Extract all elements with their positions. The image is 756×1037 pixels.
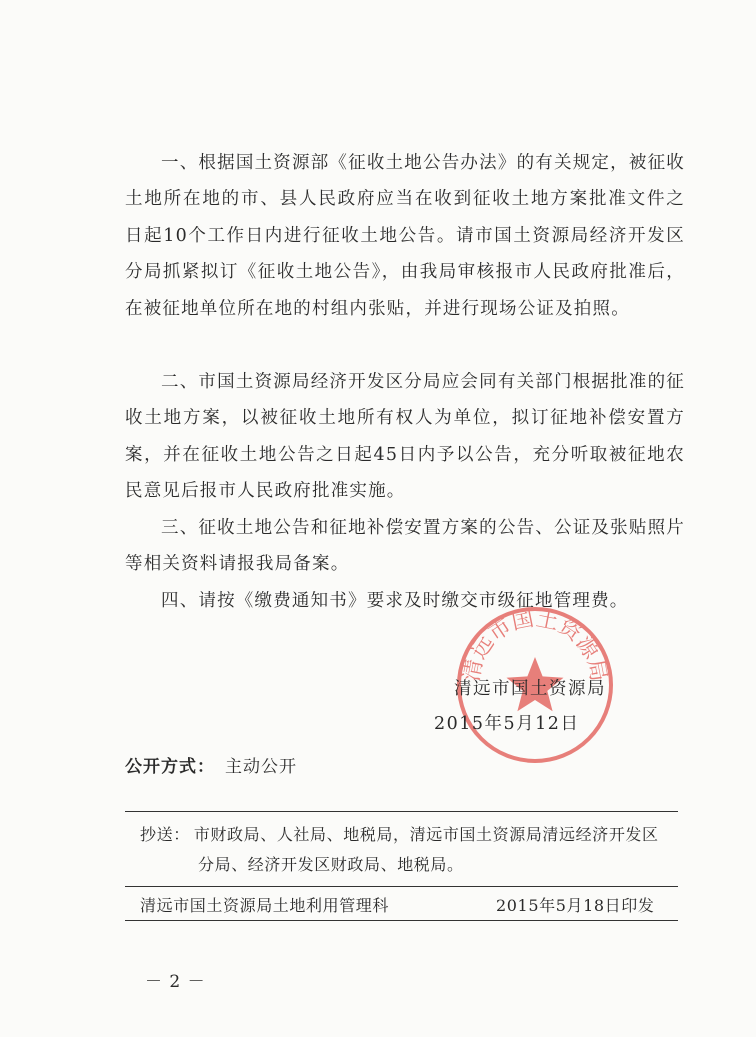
page-number: － 2 － [145, 972, 206, 992]
disclosure-value: 主动公开 [225, 757, 297, 777]
footer-divider-middle [125, 886, 678, 887]
body-paragraph-3: 三、征收土地公告和征地补偿安置方案的公告、公证及张贴照片等相关资料请报我局备案。 [125, 517, 685, 574]
seal-text: 清远市国土资源局 [459, 606, 611, 684]
cc-recipients-line2: 分局、经济开发区财政局、地税局。 [198, 855, 464, 874]
issue-date: 2015年5月18日印发 [496, 896, 655, 915]
cc-label: 抄送： [140, 825, 190, 844]
footer-divider-top [125, 811, 678, 812]
footer-divider-bottom [125, 920, 678, 921]
cc-recipients-line1: 市财政局、人社局、地税局，清远市国土资源局清远经济开发区 [193, 825, 659, 844]
disclosure-label: 公开方式： [125, 757, 215, 777]
disclosure-method [125, 752, 297, 777]
body-paragraph-1: 一、根据国土资源部《征收土地公告办法》的有关规定，被征收土地所在地的市、县人民政府应当在收到征收土地方案批准文件之日起10个工作日内进行征收土地公告。请市国土资源局经济开发区分局抓紧拟订《征收土地公告》，由我局审核报市人民政府批准后，在被征地单位所在地的村组内张贴，并进行现场公证及拍照。 [125, 152, 685, 319]
issuer: 清远市国土资源局土地利用管理科 [140, 896, 390, 915]
body-paragraph-4: 四、请按《缴费通知书》要求及时缴交市级征地管理费。 [161, 590, 629, 611]
signature-date: 2015年5月12日 [434, 714, 580, 734]
cc-block [140, 820, 685, 880]
body-paragraph-2: 二、市国土资源局经济开发区分局应会同有关部门根据批准的征收土地方案，以被征收土地所有权人为单位，拟订征地补偿安置方案，并在征收土地公告之日起45日内予以公告，充分听取被征地农民意见后报市人民政府批准实施。 [125, 371, 685, 501]
signature-organization: 清远市国土资源局 [454, 679, 606, 699]
